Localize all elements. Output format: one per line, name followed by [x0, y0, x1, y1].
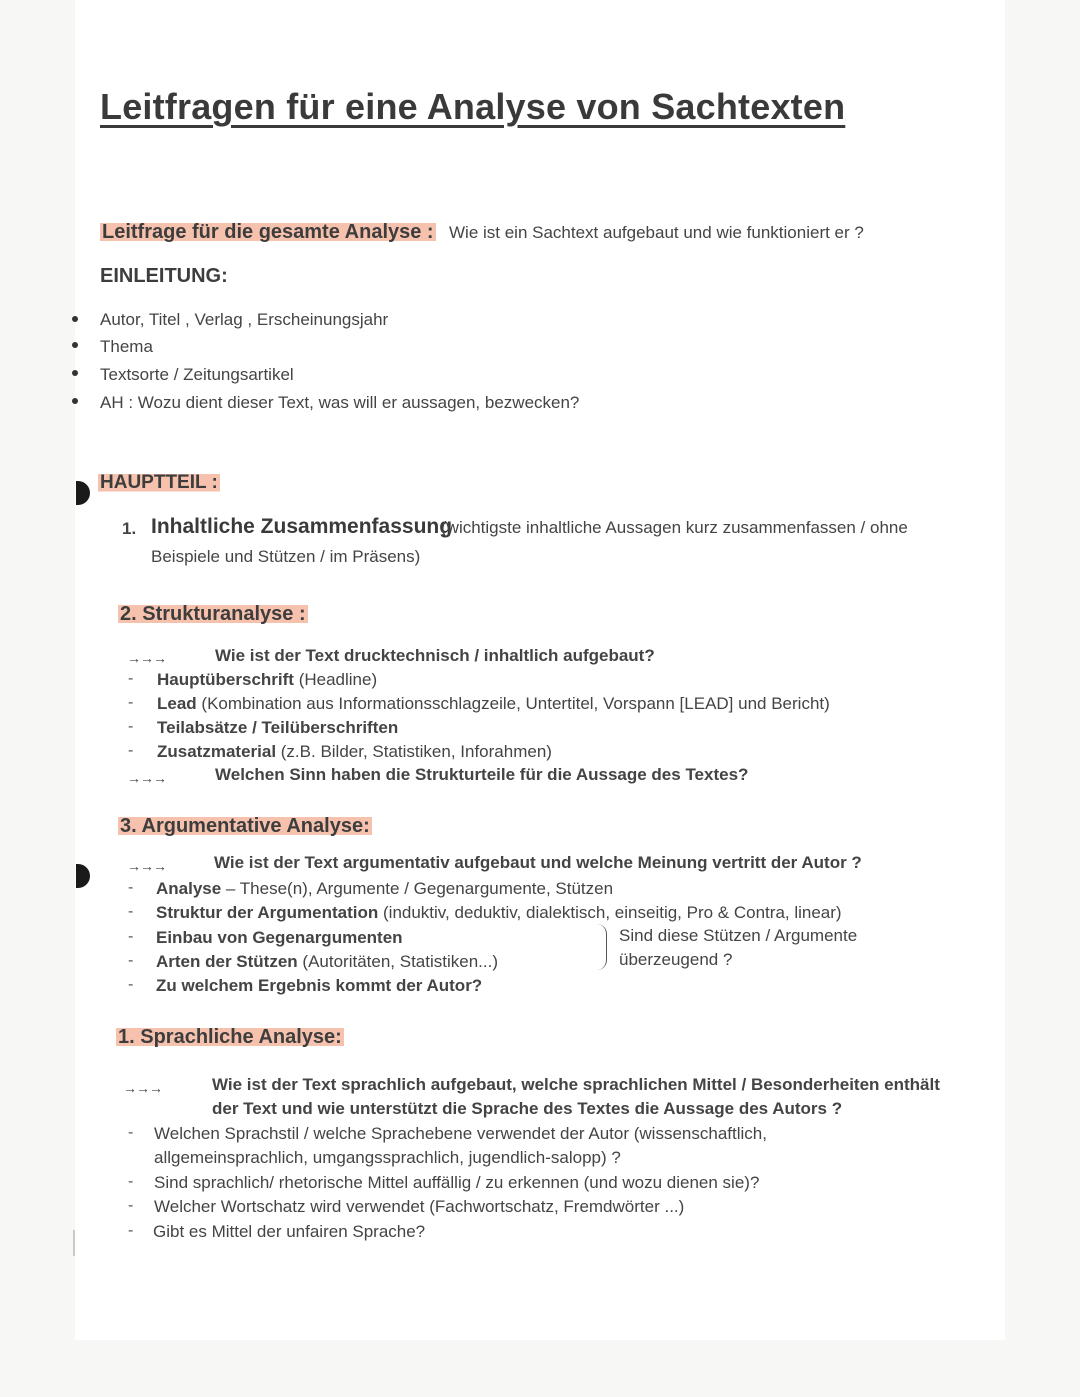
- section3-question: Wie ist der Text argumentativ aufgebaut und welche Meinung vertritt der Autor ?: [214, 853, 862, 872]
- section2-question: Welchen Sinn haben die Strukturteile für die Aussage des Textes?: [215, 765, 749, 784]
- section4-heading: 1. Sprachliche Analyse:: [118, 1026, 342, 1048]
- section4-item: Gibt es Mittel der unfairen Sprache?: [153, 1222, 426, 1241]
- dash-marker: -: [128, 976, 134, 993]
- section4-question: der Text und wie unterstützt die Sprache des Textes die Aussage des Autors ?: [212, 1099, 843, 1118]
- dash-marker: -: [128, 742, 134, 759]
- arrow-icon: →→→: [127, 770, 166, 786]
- section2-item: Teilabsätze / Teilüberschriften: [157, 718, 399, 737]
- section3-side-note: überzeugend ?: [619, 950, 733, 969]
- bullet-icon: [72, 342, 78, 348]
- section4-question: Wie ist der Text sprachlich aufgebaut, welche sprachlichen Mittel / Besonderheiten enthält: [212, 1075, 940, 1094]
- einleitung-item: AH : Wozu dient dieser Text, was will er aussagen, bezwecken?: [100, 393, 580, 412]
- section1-desc: Beispiele und Stützen / im Präsens): [151, 547, 421, 566]
- dash-marker: -: [128, 1222, 134, 1239]
- section2-question: Wie ist der Text drucktechnisch / inhaltlich aufgebaut?: [215, 646, 655, 665]
- arrow-icon: →→→: [127, 650, 166, 666]
- section3-item: Zu welchem Ergebnis kommt der Autor?: [156, 976, 483, 995]
- brace-marker: [594, 924, 607, 970]
- section3-item: Arten der Stützen (Autoritäten, Statistiken...): [156, 952, 498, 971]
- leitfrage-label: Leitfrage für die gesamte Analyse :: [102, 221, 434, 243]
- bullet-icon: [72, 398, 78, 404]
- dash-marker: -: [128, 718, 134, 735]
- bullet-icon: [72, 316, 78, 322]
- einleitung-item: Thema: [100, 337, 153, 356]
- section4-item: allgemeinsprachlich, umgangssprachlich, jugendlich-salopp) ?: [154, 1148, 621, 1167]
- section1-title: Inhaltliche Zusammenfassung: [151, 515, 453, 538]
- dash-marker: -: [128, 903, 134, 920]
- einleitung-item: Textsorte / Zeitungsartikel: [100, 365, 294, 384]
- dash-marker: -: [128, 879, 134, 896]
- arrow-icon: →→→: [127, 858, 166, 874]
- bullet-icon: [72, 370, 78, 376]
- hauptteil-heading: HAUPTTEIL :: [100, 472, 218, 493]
- einleitung-item: Autor, Titel , Verlag , Erscheinungsjahr: [100, 310, 389, 329]
- dash-marker: -: [128, 952, 134, 969]
- section4-item: Sind sprachlich/ rhetorische Mittel auffällig / zu erkennen (und wozu dienen sie)?: [154, 1173, 760, 1192]
- section3-side-note: Sind diese Stützen / Argumente: [619, 926, 858, 945]
- dash-marker: -: [128, 670, 134, 687]
- dash-marker: -: [128, 1197, 134, 1214]
- section2-heading: 2. Strukturanalyse :: [120, 603, 306, 625]
- section2-item: Lead (Kombination aus Informationsschlagzeile, Untertitel, Vorspann [LEAD] und Bericht): [157, 694, 830, 713]
- section3-item: Analyse – These(n), Argumente / Gegenargumente, Stützen: [156, 879, 614, 898]
- section2-item: Zusatzmaterial (z.B. Bilder, Statistiken, Inforahmen): [157, 742, 552, 761]
- dash-marker: -: [128, 928, 134, 945]
- dash-marker: -: [128, 1124, 134, 1141]
- section3-item: Struktur der Argumentation (induktiv, deduktiv, dialektisch, einseitig, Pro & Contra, linear): [156, 903, 842, 922]
- margin-line: [73, 1230, 75, 1256]
- dash-marker: -: [128, 1173, 134, 1190]
- section2-item: Hauptüberschrift (Headline): [157, 670, 378, 689]
- arrow-icon: →→→: [123, 1080, 162, 1096]
- section3-item: Einbau von Gegenargumenten: [156, 928, 403, 947]
- section1-number: 1.: [122, 519, 137, 538]
- dash-marker: -: [128, 694, 134, 711]
- section4-item: Welcher Wortschatz wird verwendet (Fachwortschatz, Fremdwörter ...): [154, 1197, 685, 1216]
- section4-item: Welchen Sprachstil / welche Sprachebene verwendet der Autor (wissenschaftlich,: [154, 1124, 767, 1143]
- leitfrage-question: Wie ist ein Sachtext aufgebaut und wie funktioniert er ?: [449, 223, 864, 242]
- page-title: Leitfragen für eine Analyse von Sachtexten: [100, 86, 846, 127]
- einleitung-heading: EINLEITUNG:: [100, 265, 228, 287]
- section3-heading: 3. Argumentative Analyse:: [120, 815, 370, 837]
- section1-desc: (wichtigste inhaltliche Aussagen kurz zusammenfassen / ohne: [441, 518, 908, 537]
